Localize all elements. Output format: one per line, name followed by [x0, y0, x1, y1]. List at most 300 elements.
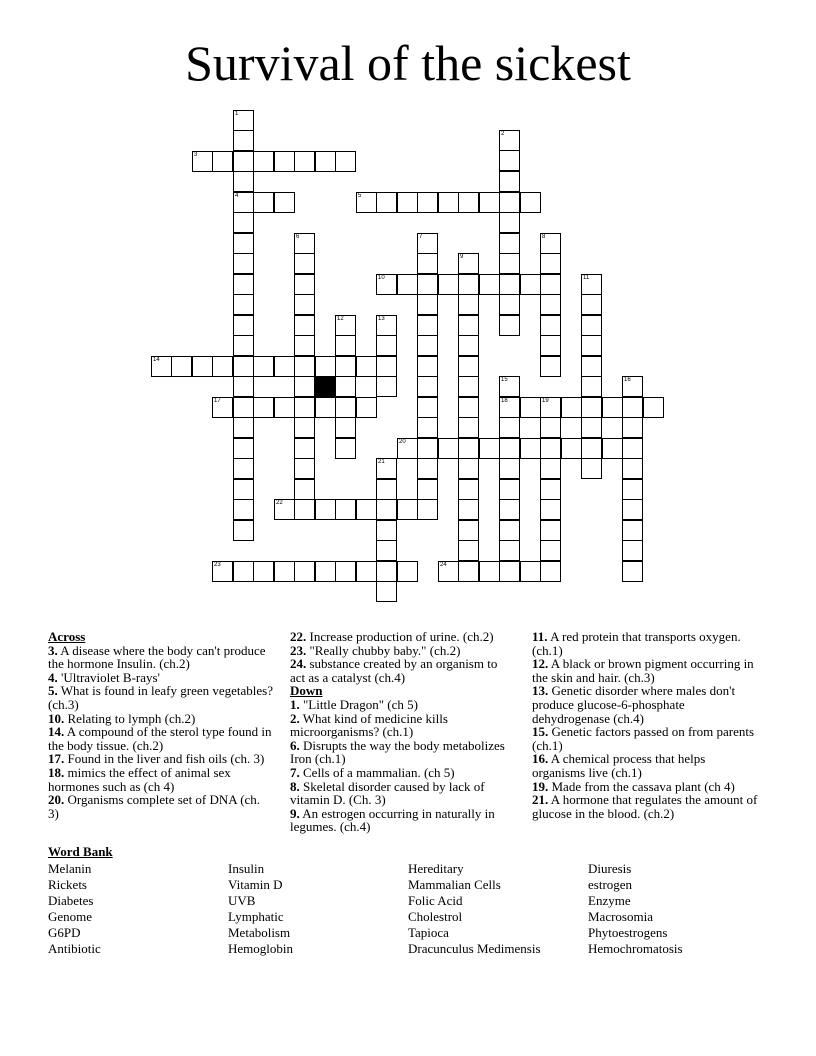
clue-number: 16	[624, 377, 631, 383]
word-bank-item: Antibiotic	[48, 941, 101, 956]
word-bank-item: Macrosomia	[588, 909, 653, 924]
grid-cell[interactable]	[499, 438, 520, 459]
grid-cell[interactable]	[499, 376, 520, 397]
word-bank-item: Hereditary	[408, 861, 464, 876]
clue-number: 3	[194, 152, 198, 158]
clue-text: A hormone that regulates the amount of glucose in the blood. (ch.2)	[532, 792, 758, 821]
grid-cell[interactable]	[458, 376, 479, 397]
clue-text: Increase production of urine. (ch.2)	[306, 629, 494, 644]
grid-cell[interactable]	[417, 499, 438, 520]
grid-cell[interactable]	[417, 233, 438, 254]
clue-item	[290, 780, 515, 807]
grid-cell[interactable]	[233, 376, 254, 397]
clue-number: 23.	[290, 642, 307, 658]
grid-cell[interactable]	[581, 335, 602, 356]
clue-column-3	[532, 630, 760, 820]
grid-cell[interactable]	[479, 438, 500, 459]
grid-cell[interactable]	[540, 561, 561, 582]
grid-cell[interactable]	[458, 458, 479, 479]
grid-cell[interactable]	[376, 479, 397, 500]
word-bank-item: Genome	[48, 909, 93, 924]
clue-column-2	[290, 630, 515, 834]
grid-cell[interactable]	[335, 438, 356, 459]
grid-cell[interactable]	[602, 397, 623, 418]
clue-number: 2	[501, 131, 505, 137]
grid-cell[interactable]	[417, 376, 438, 397]
clue-number: 5.	[48, 683, 58, 699]
grid-cell[interactable]	[417, 417, 438, 438]
grid-cell[interactable]	[294, 253, 315, 274]
grid-cell[interactable]	[479, 274, 500, 295]
clue-column-1	[48, 630, 273, 820]
grid-cell[interactable]	[417, 274, 438, 295]
grid-cell[interactable]	[520, 192, 541, 213]
grid-cell[interactable]	[499, 417, 520, 438]
clue-number: 15	[501, 377, 508, 383]
grid-cell[interactable]	[294, 151, 315, 172]
grid-cell[interactable]	[622, 479, 643, 500]
grid-cell[interactable]	[458, 561, 479, 582]
grid-cell[interactable]	[335, 561, 356, 582]
grid-cell[interactable]	[540, 438, 561, 459]
grid-cell[interactable]	[622, 520, 643, 541]
grid-cell[interactable]	[356, 192, 377, 213]
grid-cell[interactable]	[581, 397, 602, 418]
clue-number: 4	[235, 193, 239, 199]
grid-cell[interactable]	[253, 192, 274, 213]
clue-number: 3.	[48, 642, 58, 658]
grid-cell[interactable]	[499, 192, 520, 213]
grid-cell[interactable]	[540, 233, 561, 254]
clue-number: 7.	[290, 764, 300, 780]
grid-cell[interactable]	[499, 561, 520, 582]
grid-cell[interactable]	[294, 479, 315, 500]
grid-cell[interactable]	[458, 356, 479, 377]
grid-cell[interactable]	[253, 397, 274, 418]
grid-cell[interactable]	[622, 397, 643, 418]
grid-cell[interactable]	[499, 479, 520, 500]
clue-text: A compound of the sterol type found in the body tissue. (ch.2)	[48, 724, 272, 753]
grid-cell[interactable]	[294, 274, 315, 295]
clue-number: 21	[378, 459, 385, 465]
word-bank-item: Hemoglobin	[228, 941, 293, 956]
grid-cell[interactable]	[192, 151, 213, 172]
grid-cell[interactable]	[335, 417, 356, 438]
clue-number: 20.	[48, 792, 65, 808]
word-bank-item: UVB	[228, 893, 256, 908]
grid-cell[interactable]	[335, 335, 356, 356]
grid-cell[interactable]	[315, 356, 336, 377]
clue-text: What kind of medicine kills microorganisms? (ch.1)	[290, 710, 448, 740]
word-bank-item: Lymphatic	[228, 909, 284, 924]
clue-text: "Really chubby baby." (ch.2)	[306, 642, 461, 658]
grid-cell[interactable]	[376, 499, 397, 520]
clue-number: 15.	[532, 724, 549, 740]
clue-number: 6	[296, 234, 300, 240]
grid-cell[interactable]	[499, 499, 520, 520]
grid-cell[interactable]	[581, 417, 602, 438]
clue-item	[48, 712, 273, 726]
grid-cell[interactable]	[417, 294, 438, 315]
grid-cell[interactable]	[499, 458, 520, 479]
grid-cell[interactable]	[520, 397, 541, 418]
grid-cell[interactable]	[540, 274, 561, 295]
grid-cell[interactable]	[458, 499, 479, 520]
grid-cell[interactable]	[417, 479, 438, 500]
grid-cell[interactable]	[581, 376, 602, 397]
word-bank-item: Hemochromatosis	[588, 941, 683, 956]
grid-cell[interactable]	[622, 417, 643, 438]
grid-cell[interactable]	[274, 561, 295, 582]
grid-cell[interactable]	[499, 130, 520, 151]
grid-cell[interactable]	[335, 356, 356, 377]
clue-item	[290, 712, 515, 739]
word-bank-item: estrogen	[588, 877, 633, 892]
grid-cell[interactable]	[417, 253, 438, 274]
grid-cell[interactable]	[479, 561, 500, 582]
grid-cell[interactable]	[520, 274, 541, 295]
grid-cell[interactable]	[499, 212, 520, 233]
clue-text: Made from the cassava plant (ch 4)	[548, 778, 735, 794]
clue-text: Disrupts the way the body metabolizes Iron (ch.1)	[290, 737, 505, 767]
clue-number: 11.	[532, 629, 548, 644]
grid-cell[interactable]	[458, 540, 479, 561]
grid-cell[interactable]	[376, 356, 397, 377]
clue-number: 14.	[48, 724, 65, 740]
clue-text: What is found in leafy green vegetables? (ch.3)	[48, 683, 274, 712]
grid-cell[interactable]	[233, 335, 254, 356]
grid-cell[interactable]	[540, 356, 561, 377]
word-bank-item: Enzyme	[588, 893, 631, 908]
grid-cell[interactable]	[294, 233, 315, 254]
clue-number: 12.	[532, 656, 549, 672]
grid-cell[interactable]	[335, 397, 356, 418]
grid-cell[interactable]	[458, 315, 479, 336]
grid-cell[interactable]	[417, 335, 438, 356]
grid-cell[interactable]	[458, 438, 479, 459]
clue-item	[532, 657, 760, 684]
grid-cell[interactable]	[294, 397, 315, 418]
down-heading: Down	[290, 683, 323, 699]
grid-cell[interactable]	[274, 192, 295, 213]
grid-cell[interactable]	[458, 274, 479, 295]
grid-cell[interactable]	[438, 192, 459, 213]
grid-cell[interactable]	[356, 561, 377, 582]
grid-cell[interactable]	[294, 458, 315, 479]
grid-cell[interactable]	[376, 192, 397, 213]
word-bank-item: Folic Acid	[408, 893, 463, 908]
grid-cell[interactable]	[335, 499, 356, 520]
grid-cell[interactable]	[356, 397, 377, 418]
grid-cell[interactable]	[458, 253, 479, 274]
grid-cell[interactable]	[540, 335, 561, 356]
grid-cell[interactable]	[233, 171, 254, 192]
grid-cell[interactable]	[233, 294, 254, 315]
grid-cell[interactable]	[540, 458, 561, 479]
grid-cell[interactable]	[315, 499, 336, 520]
grid-cell[interactable]	[499, 294, 520, 315]
grid-cell[interactable]	[233, 356, 254, 377]
clue-text: A black or brown pigment occurring in the skin and hair. (ch.3)	[532, 656, 754, 685]
clue-number: 8.	[290, 778, 300, 794]
word-bank-item: Mammalian Cells	[408, 877, 501, 892]
grid-cell[interactable]	[540, 520, 561, 541]
grid-cell[interactable]	[233, 499, 254, 520]
grid-cell[interactable]	[274, 356, 295, 377]
grid-cell[interactable]	[622, 438, 643, 459]
word-bank	[48, 844, 768, 956]
grid-cell[interactable]	[622, 561, 643, 582]
grid-cell[interactable]	[581, 315, 602, 336]
clue-text: 'Ultraviolet B-rays'	[57, 669, 160, 685]
grid-cell[interactable]	[417, 397, 438, 418]
grid-cell[interactable]	[233, 192, 254, 213]
grid-cell[interactable]	[479, 192, 500, 213]
grid-cell[interactable]	[294, 335, 315, 356]
clue-item	[48, 793, 273, 820]
clue-text: A red protein that transports oxygen. (ch.1)	[532, 629, 741, 658]
clue-number: 11	[583, 275, 590, 281]
grid-cell[interactable]	[233, 110, 254, 131]
grid-cell[interactable]	[499, 171, 520, 192]
clue-item	[290, 630, 515, 644]
grid-cell[interactable]	[335, 315, 356, 336]
grid-cell[interactable]	[376, 520, 397, 541]
grid-cell[interactable]	[233, 458, 254, 479]
grid-cell[interactable]	[581, 458, 602, 479]
word-bank-item: G6PD	[48, 925, 81, 940]
clue-number: 9	[460, 254, 464, 260]
clue-number: 4.	[48, 669, 58, 685]
grid-cell[interactable]	[233, 479, 254, 500]
grid-cell[interactable]	[499, 540, 520, 561]
word-bank-item: Diuresis	[588, 861, 632, 876]
grid-cell[interactable]	[499, 150, 520, 171]
grid-cell[interactable]	[540, 397, 561, 418]
clue-item	[532, 780, 760, 794]
grid-cell[interactable]	[417, 315, 438, 336]
clue-item	[290, 657, 515, 684]
clue-number: 5	[358, 193, 362, 199]
grid-cell[interactable]	[233, 417, 254, 438]
grid-cell[interactable]	[171, 356, 192, 377]
clue-item	[290, 698, 515, 712]
word-bank-item: Metabolism	[228, 925, 291, 940]
grid-cell[interactable]	[520, 438, 541, 459]
grid-cell[interactable]	[274, 397, 295, 418]
grid-cell[interactable]	[622, 499, 643, 520]
grid-cell[interactable]	[417, 458, 438, 479]
grid-cell[interactable]	[212, 356, 233, 377]
grid-cell[interactable]	[294, 499, 315, 520]
grid-cell[interactable]	[561, 438, 582, 459]
word-bank-item: Melanin	[48, 861, 92, 876]
grid-cell[interactable]	[458, 417, 479, 438]
grid-cell[interactable]	[581, 438, 602, 459]
grid-cell[interactable]	[438, 274, 459, 295]
grid-cell[interactable]	[294, 376, 315, 397]
grid-cell[interactable]	[253, 151, 274, 172]
clue-text: Cells of a mammalian. (ch 5)	[299, 764, 455, 780]
grid-cell[interactable]	[622, 458, 643, 479]
clue-text: mimics the effect of animal sex hormones such as (ch 4)	[48, 764, 231, 794]
grid-cell[interactable]	[540, 253, 561, 274]
grid-cell[interactable]	[233, 520, 254, 541]
clue-item	[48, 766, 273, 793]
grid-cell[interactable]	[499, 397, 520, 418]
grid-cell[interactable]	[376, 376, 397, 397]
grid-cell[interactable]	[581, 294, 602, 315]
grid-cell[interactable]	[233, 233, 254, 254]
clue-item	[290, 644, 515, 658]
grid-cell[interactable]	[294, 438, 315, 459]
grid-cell[interactable]	[376, 540, 397, 561]
grid-cell[interactable]	[581, 274, 602, 295]
grid-cell[interactable]	[438, 561, 459, 582]
grid-cell[interactable]	[458, 479, 479, 500]
grid-cell[interactable]	[233, 561, 254, 582]
grid-cell[interactable]	[151, 356, 172, 377]
grid-cell[interactable]	[417, 192, 438, 213]
grid-cell[interactable]	[458, 335, 479, 356]
grid-cell[interactable]	[540, 294, 561, 315]
clue-text: "Little Dragon" (ch 5)	[299, 696, 418, 712]
grid-cell[interactable]	[335, 151, 356, 172]
grid-cell[interactable]	[397, 499, 418, 520]
grid-cell[interactable]	[233, 315, 254, 336]
clue-number: 1	[235, 111, 239, 117]
grid-cell[interactable]	[499, 520, 520, 541]
grid-cell[interactable]	[397, 274, 418, 295]
grid-cell[interactable]	[294, 294, 315, 315]
grid-cell[interactable]	[458, 192, 479, 213]
clue-item	[532, 630, 760, 657]
grid-cell[interactable]	[581, 356, 602, 377]
grid-cell[interactable]	[335, 376, 356, 397]
grid-cell[interactable]	[397, 192, 418, 213]
grid-cell[interactable]	[397, 438, 418, 459]
clue-number: 10	[378, 275, 385, 281]
grid-cell[interactable]	[233, 212, 254, 233]
grid-cell[interactable]	[376, 561, 397, 582]
grid-cell[interactable]	[274, 151, 295, 172]
clue-item	[532, 725, 760, 752]
grid-cell[interactable]	[458, 520, 479, 541]
grid-cell[interactable]	[622, 540, 643, 561]
grid-cell[interactable]	[294, 417, 315, 438]
grid-cell[interactable]	[540, 479, 561, 500]
grid-cell[interactable]	[540, 499, 561, 520]
clue-item	[48, 725, 273, 752]
grid-cell[interactable]	[622, 376, 643, 397]
clue-number: 13.	[532, 683, 549, 699]
grid-cell[interactable]	[540, 540, 561, 561]
clue-number: 19.	[532, 778, 549, 794]
clue-number: 7	[419, 234, 423, 240]
grid-cell[interactable]	[499, 253, 520, 274]
grid-cell[interactable]	[233, 397, 254, 418]
grid-cell[interactable]	[397, 561, 418, 582]
grid-cell[interactable]	[233, 253, 254, 274]
grid-cell[interactable]	[294, 315, 315, 336]
grid-cell[interactable]	[417, 438, 438, 459]
clue-number: 20	[399, 439, 406, 445]
clue-number: 2.	[290, 710, 300, 726]
grid-cell[interactable]	[499, 233, 520, 254]
clue-number: 12	[337, 316, 344, 322]
clue-text: Found in the liver and fish oils (ch. 3)	[64, 751, 265, 767]
grid-cell[interactable]	[233, 274, 254, 295]
grid-cell[interactable]	[356, 356, 377, 377]
clue-number: 22	[276, 500, 283, 506]
grid-cell[interactable]	[253, 356, 274, 377]
word-bank-item: Phytoestrogens	[588, 925, 668, 940]
grid-cell[interactable]	[561, 397, 582, 418]
across-heading: Across	[48, 629, 86, 644]
clue-item	[532, 684, 760, 725]
word-bank-item: Dracunculus Medimensis	[408, 941, 541, 956]
grid-cell[interactable]	[499, 274, 520, 295]
grid-cell[interactable]	[540, 417, 561, 438]
clue-number: 18.	[48, 764, 65, 780]
clue-text: Genetic disorder where males don't produce glucose-6-phosphate dehydrogenase (ch.4)	[532, 683, 736, 726]
word-bank-item: Cholestrol	[408, 909, 463, 924]
grid-cell[interactable]	[376, 581, 397, 602]
grid-cell[interactable]	[315, 561, 336, 582]
grid-cell[interactable]	[233, 130, 254, 151]
grid-cell[interactable]	[376, 315, 397, 336]
grid-cell[interactable]	[499, 315, 520, 336]
clue-text: A disease where the body can't produce the hormone Insulin. (ch.2)	[48, 642, 266, 672]
grid-cell[interactable]	[458, 397, 479, 418]
grid-cell[interactable]	[315, 397, 336, 418]
grid-cell[interactable]	[376, 458, 397, 479]
grid-cell[interactable]	[520, 561, 541, 582]
grid-cell[interactable]	[212, 397, 233, 418]
word-bank-item: Tapioca	[408, 925, 449, 940]
grid-cell[interactable]	[274, 499, 295, 520]
clue-number: 21.	[532, 792, 549, 808]
clue-number: 10.	[48, 710, 65, 726]
grid-cell[interactable]	[253, 561, 274, 582]
clue-number: 23	[214, 562, 221, 568]
grid-cell[interactable]	[212, 151, 233, 172]
grid-cell[interactable]	[540, 315, 561, 336]
grid-cell[interactable]	[643, 397, 664, 418]
grid-cell[interactable]	[376, 335, 397, 356]
grid-cell[interactable]	[233, 151, 254, 172]
grid-cell[interactable]	[192, 356, 213, 377]
grid-cell[interactable]	[417, 356, 438, 377]
clue-number: 24.	[290, 656, 307, 672]
grid-cell[interactable]	[602, 438, 623, 459]
grid-cell[interactable]	[458, 294, 479, 315]
clue-number: 17.	[48, 751, 65, 767]
grid-cell[interactable]	[438, 438, 459, 459]
grid-cell[interactable]	[376, 274, 397, 295]
grid-cell[interactable]	[356, 499, 377, 520]
grid-cell[interactable]	[233, 438, 254, 459]
grid-cell[interactable]	[212, 561, 233, 582]
grid-block	[315, 376, 336, 397]
grid-cell[interactable]	[294, 561, 315, 582]
clue-item	[290, 807, 515, 834]
grid-cell[interactable]	[315, 151, 336, 172]
word-bank-heading: Word Bank	[48, 844, 113, 859]
clue-text: Relating to lymph (ch.2)	[64, 710, 196, 726]
clue-text: substance created by an organism to act as a catalyst (ch.4)	[290, 656, 498, 685]
grid-cell[interactable]	[294, 356, 315, 377]
